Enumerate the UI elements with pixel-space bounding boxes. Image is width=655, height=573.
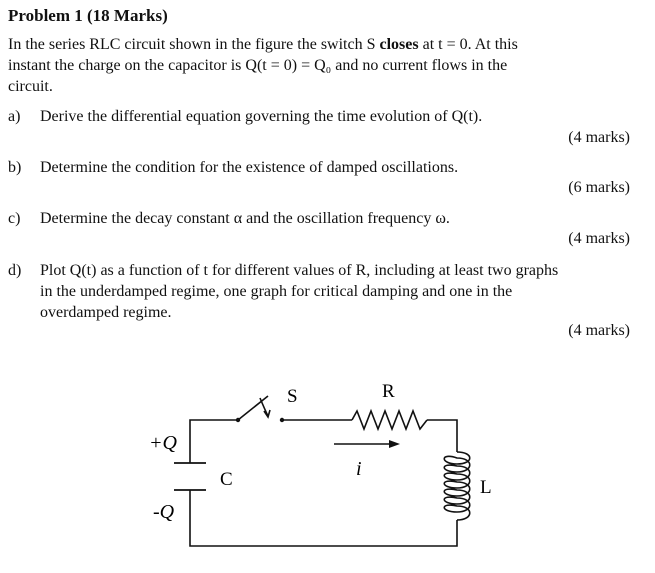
question-text: Determine the decay constant α and the oscillation frequency ω. xyxy=(40,210,450,227)
question-text-line-2: in the underdamped regime, one graph for critical damping and one in the xyxy=(40,283,513,300)
inductor-coil xyxy=(444,452,470,520)
intro-line-1: In the series RLC circuit shown in the figure the switch S closes at t = 0. At this xyxy=(8,36,518,53)
intro-line-3: circuit. xyxy=(8,78,53,95)
question-b-marks: (6 marks) xyxy=(568,179,630,196)
plus-charge-label: +Q xyxy=(149,432,177,454)
inductor-label: L xyxy=(480,477,492,498)
question-label: c) xyxy=(8,210,21,227)
question-label: d) xyxy=(8,262,22,279)
switch-contact-right xyxy=(280,418,284,422)
problem-title: Problem 1 (18 Marks) xyxy=(8,6,168,25)
question-label: a) xyxy=(8,108,21,125)
wire-top-left xyxy=(190,420,238,463)
question-a-marks: (4 marks) xyxy=(568,129,630,146)
switch-contact-left xyxy=(236,418,240,422)
question-text-line-3: overdamped regime. xyxy=(40,304,172,321)
question-d-marks: (4 marks) xyxy=(568,322,630,339)
resistor-label: R xyxy=(382,381,395,402)
question-text: Derive the differential equation governing the time evolution of Q(t). xyxy=(40,108,483,125)
question-text: Determine the condition for the existence of damped oscillations. xyxy=(40,159,459,176)
intro-line-2: instant the charge on the capacitor is Q(t = 0) = Q₀ and no current flows in the xyxy=(8,57,508,74)
question-c-marks: (4 marks) xyxy=(568,230,630,247)
question-label: b) xyxy=(8,159,22,176)
question-text-line-1: Plot Q(t) as a function of t for different values of R, including at least two graphs xyxy=(40,262,559,279)
switch-arrow xyxy=(260,398,268,416)
current-label: i xyxy=(356,458,362,480)
current-arrow-head xyxy=(389,440,400,448)
switch-label: S xyxy=(287,386,298,407)
wire-resistor-inductor xyxy=(427,420,457,452)
capacitor-label: C xyxy=(220,469,233,490)
minus-charge-label: -Q xyxy=(153,501,175,523)
wire-bottom xyxy=(190,490,457,546)
resistor-zigzag xyxy=(352,411,427,429)
